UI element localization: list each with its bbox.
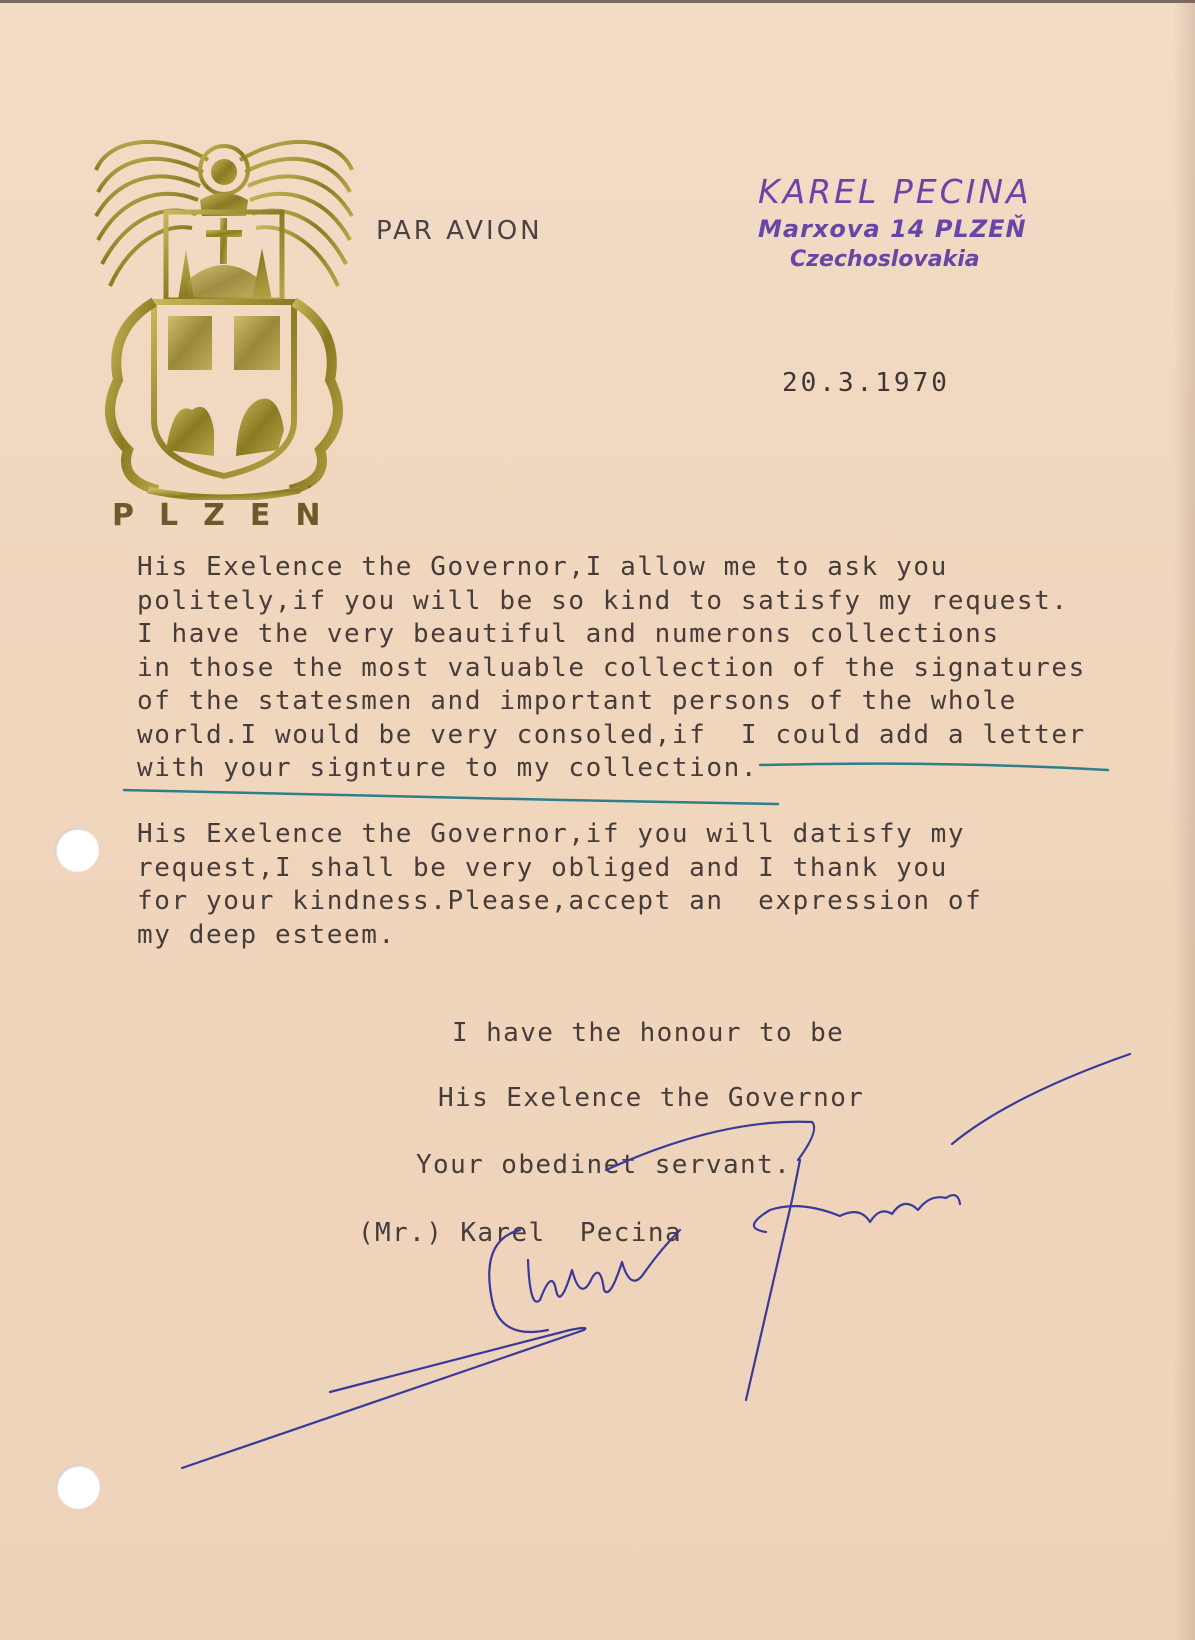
punch-hole-upper <box>55 828 99 872</box>
closing-line-2: His Exelence the Governor <box>438 1083 865 1113</box>
body-line: His Exelence the Governor,I allow me to ask you <box>137 552 948 582</box>
handwritten-signature <box>182 1054 1130 1468</box>
stamp-name: KAREL PECINA <box>758 172 1032 211</box>
closing-line-1: I have the honour to be <box>452 1018 845 1048</box>
letter-date: 20.3.1970 <box>782 368 950 398</box>
body-line: with your signture to my collection. <box>137 753 759 783</box>
stamp-country: Czechoslovakia <box>790 247 980 272</box>
stamp-street: Marxova 14 PLZEŇ <box>758 215 1027 243</box>
body-line: request,I shall be very obliged and I thank you <box>137 852 948 883</box>
letterhead-city: PLZEN <box>112 498 346 533</box>
underline-stroke-upper <box>760 764 1108 770</box>
underline-stroke-lower <box>124 790 778 804</box>
punch-hole-lower <box>56 1465 100 1509</box>
body-line: world.I would be very consoled,if I could add a letter <box>137 719 1086 750</box>
body-line: His Exelence the Governor,if you will datisfy my <box>137 819 966 849</box>
body-line: I have the very beautiful and numerons collections <box>137 619 1000 649</box>
letterhead-city-diacritic: ˇ <box>306 485 313 501</box>
body-line: in those the most valuable collection of the signatures <box>137 652 1086 683</box>
closing-line-3: Your obedinet servant. <box>416 1150 792 1180</box>
body-line: of the statesmen and important persons of the whole <box>137 686 1017 716</box>
body-line: for your kindness.Please,accept an expression of <box>137 886 983 916</box>
body-line: my deep esteem. <box>137 919 396 950</box>
closing-line-4: (Mr.) Karel Pecina <box>358 1218 683 1248</box>
body-line: politely,if you will be so kind to satisfy my request. <box>137 585 1069 616</box>
par-avion-mark: PAR AVION <box>376 216 543 246</box>
